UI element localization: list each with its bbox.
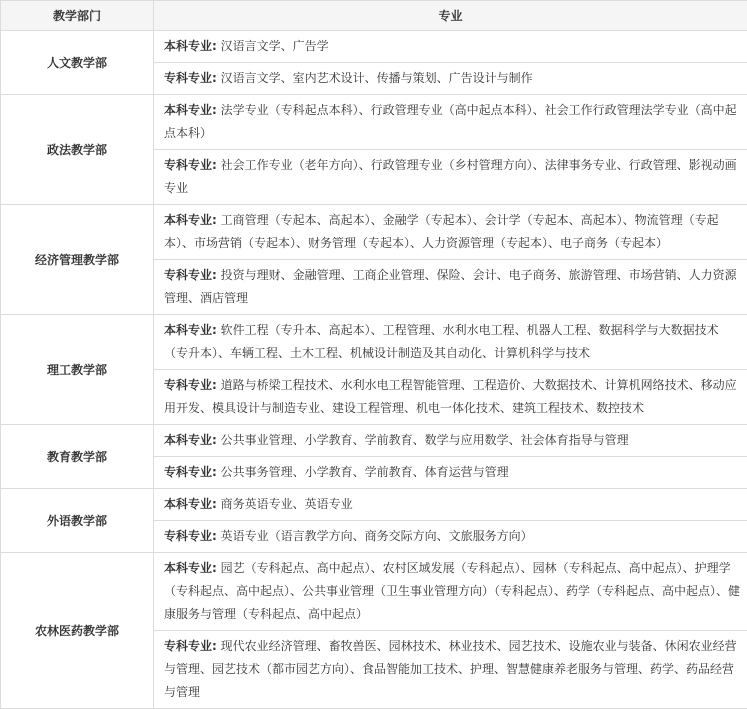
dept-name: 人文教学部 — [1, 31, 154, 95]
associate-label: 专科专业: — [164, 158, 217, 172]
bachelor-label: 本科专业: — [164, 39, 217, 53]
associate-label: 专科专业: — [164, 529, 217, 543]
associate-cell — [154, 457, 747, 489]
bachelor-majors: 法学专业（专科起点本科）、行政管理专业（高中起点本科）、社会工作行政管理法学专业（高中起点本科） — [164, 103, 737, 140]
bachelor-cell — [154, 31, 747, 63]
associate-label: 专科专业: — [164, 268, 217, 282]
dept-name: 农林医药教学部 — [1, 553, 154, 709]
table-row — [1, 205, 747, 260]
associate-label: 专科专业: — [164, 639, 217, 653]
associate-cell — [154, 631, 747, 709]
bachelor-cell — [154, 315, 747, 370]
associate-majors: 汉语言文学、室内艺术设计、传播与策划、广告设计与制作 — [221, 71, 533, 85]
bachelor-label: 本科专业: — [164, 497, 217, 511]
bachelor-cell — [154, 489, 747, 521]
associate-majors: 道路与桥梁工程技术、水利水电工程智能管理、工程造价、大数据技术、计算机网络技术、移动应用开发、模具设计与制造专业、建设工程管理、机电一体化技术、建筑工程技术、数控技术 — [164, 378, 737, 415]
table-row — [1, 489, 747, 521]
associate-cell — [154, 150, 747, 205]
associate-cell — [154, 260, 747, 315]
bachelor-label: 本科专业: — [164, 433, 217, 447]
associate-cell — [154, 63, 747, 95]
associate-label: 专科专业: — [164, 465, 217, 479]
bachelor-label: 本科专业: — [164, 323, 217, 337]
table-row — [1, 315, 747, 370]
table-row — [1, 31, 747, 63]
dept-name: 理工教学部 — [1, 315, 154, 425]
bachelor-cell — [154, 553, 747, 631]
bachelor-majors: 工商管理（专起本、高起本）、金融学（专起本）、会计学（专起本、高起本）、物流管理（专起本）、市场营销（专起本）、财务管理（专起本）、人力资源管理（专起本）、电子商务（专起本） — [164, 213, 719, 250]
bachelor-cell — [154, 95, 747, 150]
associate-majors: 投资与理财、金融管理、工商企业管理、保险、会计、电子商务、旅游管理、市场营销、人力资源管理、酒店管理 — [164, 268, 737, 305]
bachelor-majors: 园艺（专科起点、高中起点）、农村区域发展（专科起点）、园林（专科起点、高中起点）、护理学（专科起点、高中起点）、公共事业管理（卫生事业管理方向）（专科起点）、药学（专科起点、高中起点）、健康服务与管理（专科起点、高中起点） — [164, 561, 740, 621]
bachelor-majors: 公共事业管理、小学教育、学前教育、数学与应用数学、社会体育指导与管理 — [221, 433, 629, 447]
header-row — [1, 1, 747, 31]
dept-name: 外语教学部 — [1, 489, 154, 553]
associate-cell — [154, 521, 747, 553]
table-row — [1, 425, 747, 457]
bachelor-label: 本科专业: — [164, 561, 217, 575]
bachelor-label: 本科专业: — [164, 103, 217, 117]
bachelor-majors: 汉语言文学、广告学 — [221, 39, 329, 53]
associate-majors: 英语专业（语言教学方向、商务交际方向、文旅服务方向） — [221, 529, 533, 543]
bachelor-label: 本科专业: — [164, 213, 217, 227]
dept-name: 政法教学部 — [1, 95, 154, 205]
bachelor-majors: 商务英语专业、英语专业 — [221, 497, 353, 511]
associate-label: 专科专业: — [164, 71, 217, 85]
bachelor-majors: 软件工程（专升本、高起本）、工程管理、水利水电工程、机器人工程、数据科学与大数据技术（专升本）、车辆工程、土木工程、机械设计制造及其自动化、计算机科学与技术 — [164, 323, 719, 360]
associate-majors: 社会工作专业（老年方向）、行政管理专业（乡村管理方向）、法律事务专业、行政管理、影视动画专业 — [164, 158, 737, 195]
dept-name: 经济管理教学部 — [1, 205, 154, 315]
table-row — [1, 95, 747, 150]
header-major: 专业 — [154, 1, 747, 31]
bachelor-cell — [154, 205, 747, 260]
associate-cell — [154, 370, 747, 425]
bachelor-cell — [154, 425, 747, 457]
associate-label: 专科专业: — [164, 378, 217, 392]
table-row — [1, 553, 747, 631]
associate-majors: 现代农业经济管理、畜牧兽医、园林技术、林业技术、园艺技术、设施农业与装备、休闲农业经营与管理、园艺技术（都市园艺方向）、食品智能加工技术、护理、智慧健康养老服务与管理、药学、药品经营与管理 — [164, 639, 737, 699]
associate-majors: 公共事务管理、小学教育、学前教育、体育运营与管理 — [221, 465, 509, 479]
dept-name: 教育教学部 — [1, 425, 154, 489]
header-dept: 教学部门 — [1, 1, 154, 31]
